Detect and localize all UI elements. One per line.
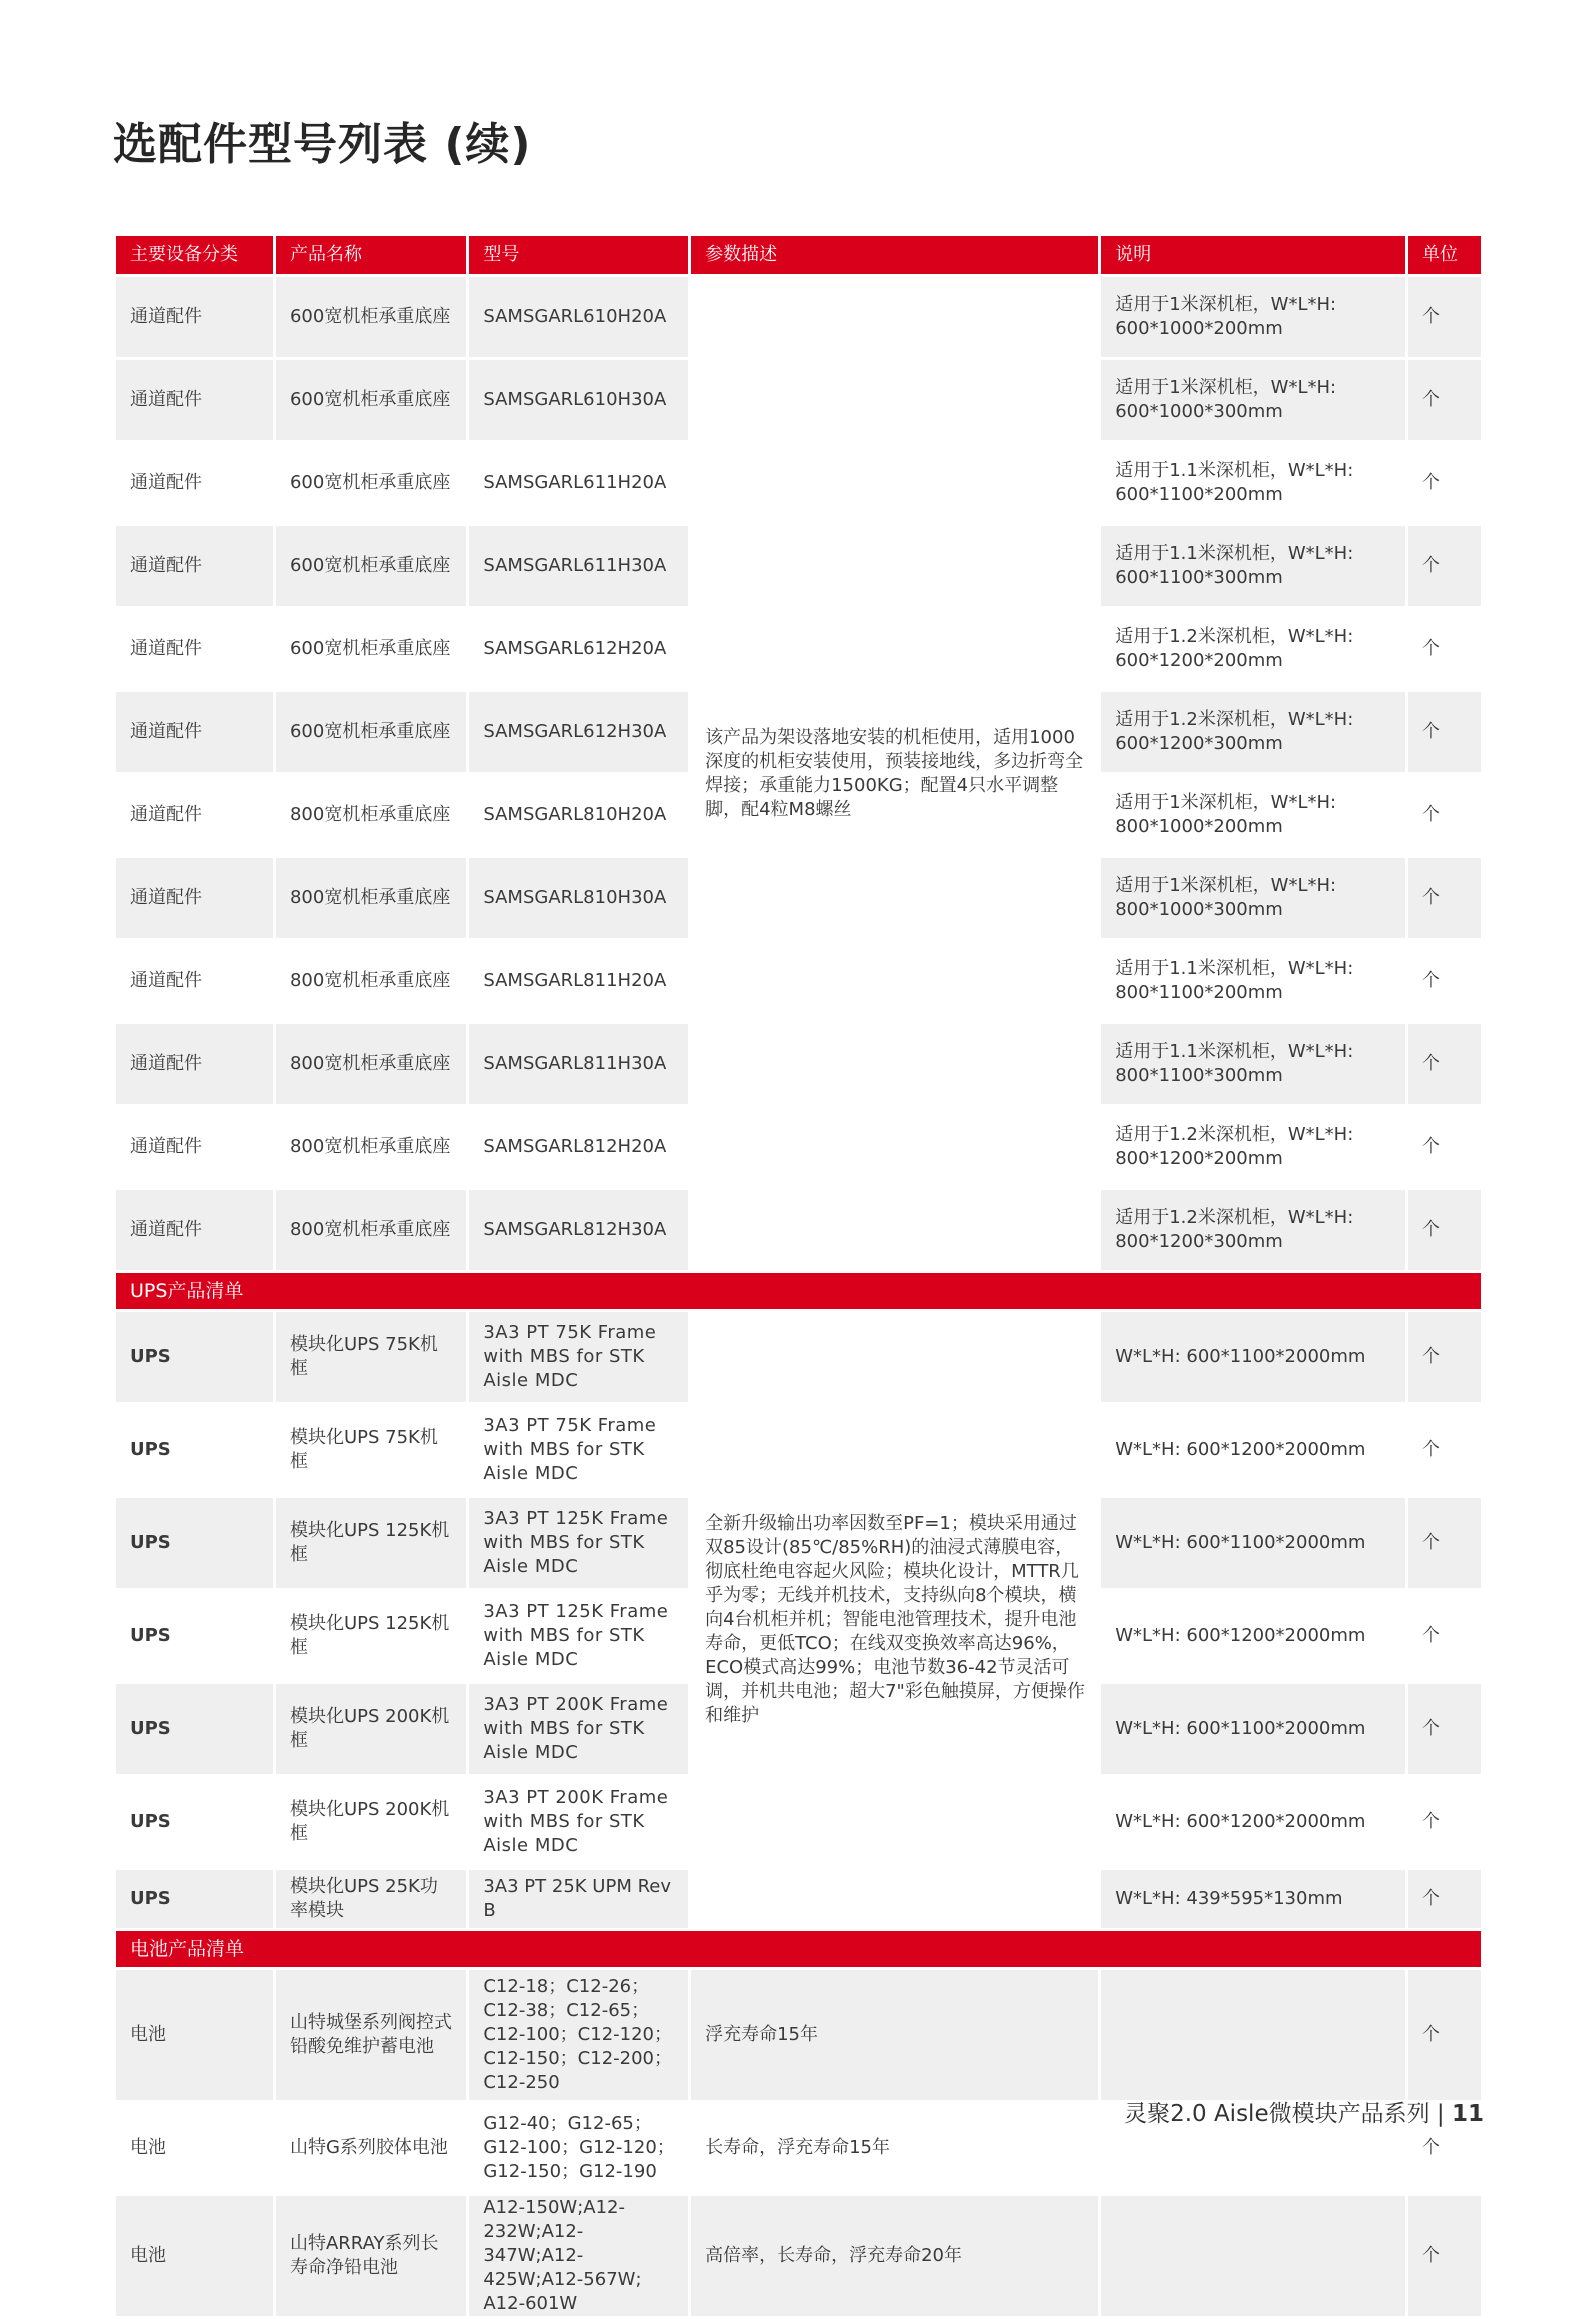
section-row-battery — [116, 1931, 1481, 1967]
cell-category: UPS — [116, 1777, 273, 1867]
cell-unit: 个 — [1408, 1870, 1481, 1928]
cell-product-name: 800宽机柜承重底座 — [276, 858, 466, 938]
cell-product-name: 600宽机柜承重底座 — [276, 277, 466, 357]
cell-unit: 个 — [1408, 858, 1481, 938]
cell-model: C12-18；C12-26；C12-38；C12-65；C12-100；C12-120；C12-150；C12-200；C12-250 — [469, 1970, 688, 2100]
cell-unit: 个 — [1408, 360, 1481, 440]
cell-description: 长寿命，浮充寿命15年 — [691, 2103, 1098, 2193]
cell-model: G12-40；G12-65；G12-100；G12-120；G12-150；G12-190 — [469, 2103, 688, 2193]
cell-unit: 个 — [1408, 609, 1481, 689]
cell-category: UPS — [116, 1498, 273, 1588]
header-model: 型号 — [469, 236, 688, 274]
cell-model: SAMSGARL811H30A — [469, 1024, 688, 1104]
cell-category: UPS — [116, 1870, 273, 1928]
cell-unit: 个 — [1408, 1498, 1481, 1588]
cell-note: 适用于1米深机柜，W*L*H: 600*1000*300mm — [1101, 360, 1405, 440]
cell-note — [1101, 1970, 1405, 2100]
cell-model: 3A3 PT 200K Frame with MBS for STK Aisle MDC — [469, 1684, 688, 1774]
cell-category: 通道配件 — [116, 775, 273, 855]
cell-product-name: 山特ARRAY系列长寿命净铅电池 — [276, 2196, 466, 2316]
table-row — [116, 1312, 1481, 1402]
cell-unit: 个 — [1408, 1970, 1481, 2100]
cell-unit: 个 — [1408, 443, 1481, 523]
cell-category: 通道配件 — [116, 609, 273, 689]
cell-unit: 个 — [1408, 1591, 1481, 1681]
cell-unit: 个 — [1408, 1190, 1481, 1270]
cell-category: UPS — [116, 1405, 273, 1495]
cell-unit: 个 — [1408, 692, 1481, 772]
cell-model: SAMSGARL611H30A — [469, 526, 688, 606]
header-unit: 单位 — [1408, 236, 1481, 274]
cell-unit: 个 — [1408, 941, 1481, 1021]
page-footer — [1124, 2095, 1484, 2128]
cell-product-name: 模块化UPS 25K功率模块 — [276, 1870, 466, 1928]
cell-note: W*L*H: 600*1100*2000mm — [1101, 1684, 1405, 1774]
cell-model: 3A3 PT 25K UPM Rev B — [469, 1870, 688, 1928]
cell-model: 3A3 PT 75K Frame with MBS for STK Aisle MDC — [469, 1405, 688, 1495]
cell-product-name: 800宽机柜承重底座 — [276, 1107, 466, 1187]
cell-model: 3A3 PT 125K Frame with MBS for STK Aisle MDC — [469, 1498, 688, 1588]
cell-model: SAMSGARL612H30A — [469, 692, 688, 772]
cell-note: 适用于1米深机柜，W*L*H: 800*1000*200mm — [1101, 775, 1405, 855]
cell-product-name: 600宽机柜承重底座 — [276, 443, 466, 523]
cell-note: W*L*H: 600*1100*2000mm — [1101, 1498, 1405, 1588]
table-row — [116, 277, 1481, 357]
cell-product-name: 模块化UPS 200K机框 — [276, 1684, 466, 1774]
cell-model: 3A3 PT 200K Frame with MBS for STK Aisle MDC — [469, 1777, 688, 1867]
cell-product-name: 模块化UPS 125K机框 — [276, 1498, 466, 1588]
cell-unit: 个 — [1408, 1777, 1481, 1867]
section-row-ups — [116, 1273, 1481, 1309]
section-label-ups: UPS产品清单 — [116, 1273, 1481, 1309]
ups-description: 全新升级输出功率因数至PF=1；模块采用通过双85设计(85℃/85%RH)的油浸式薄膜电容，彻底杜绝电容起火风险；模块化设计，MTTR几乎为零；无线并机技术，支持纵向8个模块，横向4台机柜并机；智能电池管理技术，提升电池寿命，更低TCO；在线双变换效率高达96%，ECO模式高达99%；电池节数36-42节灵活可调，并机共电池；超大7"彩色触摸屏，方便操作和维护 — [691, 1312, 1098, 1928]
cell-category: 电池 — [116, 2196, 273, 2316]
cell-model: SAMSGARL610H30A — [469, 360, 688, 440]
cell-note — [1101, 2196, 1405, 2316]
cell-product-name: 600宽机柜承重底座 — [276, 609, 466, 689]
cell-note: 适用于1米深机柜，W*L*H: 600*1000*200mm — [1101, 277, 1405, 357]
cell-note: 适用于1.1米深机柜，W*L*H: 800*1100*200mm — [1101, 941, 1405, 1021]
cell-category: 通道配件 — [116, 1190, 273, 1270]
header-product-name: 产品名称 — [276, 236, 466, 274]
cell-unit: 个 — [1408, 1024, 1481, 1104]
channel-description: 该产品为架设落地安装的机柜使用，适用1000深度的机柜安装使用，预装接地线，多边折弯全焊接；承重能力1500KG；配置4只水平调整脚，配4粒M8螺丝 — [691, 277, 1098, 1270]
cell-model: SAMSGARL811H20A — [469, 941, 688, 1021]
table-row — [116, 1970, 1481, 2100]
accessory-table — [113, 233, 1484, 2319]
cell-description: 高倍率，长寿命，浮充寿命20年 — [691, 2196, 1098, 2316]
cell-note: W*L*H: 600*1200*2000mm — [1101, 1777, 1405, 1867]
cell-note: 适用于1.2米深机柜，W*L*H: 800*1200*300mm — [1101, 1190, 1405, 1270]
cell-note: W*L*H: 439*595*130mm — [1101, 1870, 1405, 1928]
cell-category: 通道配件 — [116, 1107, 273, 1187]
cell-product-name: 山特G系列胶体电池 — [276, 2103, 466, 2193]
cell-note: 适用于1.2米深机柜，W*L*H: 800*1200*200mm — [1101, 1107, 1405, 1187]
cell-unit: 个 — [1408, 775, 1481, 855]
cell-unit: 个 — [1408, 1684, 1481, 1774]
cell-model: SAMSGARL812H20A — [469, 1107, 688, 1187]
cell-product-name: 800宽机柜承重底座 — [276, 1024, 466, 1104]
cell-model: SAMSGARL810H20A — [469, 775, 688, 855]
cell-model: A12-150W;A12-232W;A12-347W;A12-425W;A12-567W; A12-601W — [469, 2196, 688, 2316]
cell-product-name: 模块化UPS 75K机框 — [276, 1312, 466, 1402]
cell-product-name: 800宽机柜承重底座 — [276, 941, 466, 1021]
header-category: 主要设备分类 — [116, 236, 273, 274]
cell-model: SAMSGARL611H20A — [469, 443, 688, 523]
cell-model: SAMSGARL812H30A — [469, 1190, 688, 1270]
cell-note: W*L*H: 600*1100*2000mm — [1101, 1312, 1405, 1402]
cell-product-name: 600宽机柜承重底座 — [276, 360, 466, 440]
cell-model: SAMSGARL810H30A — [469, 858, 688, 938]
cell-category: 通道配件 — [116, 526, 273, 606]
cell-category: UPS — [116, 1684, 273, 1774]
cell-category: UPS — [116, 1591, 273, 1681]
cell-product-name: 模块化UPS 75K机框 — [276, 1405, 466, 1495]
cell-unit: 个 — [1408, 1405, 1481, 1495]
cell-note: 适用于1.1米深机柜，W*L*H: 800*1100*300mm — [1101, 1024, 1405, 1104]
cell-note: W*L*H: 600*1200*2000mm — [1101, 1591, 1405, 1681]
cell-unit: 个 — [1408, 2196, 1481, 2316]
page-number: 11 — [1451, 2101, 1484, 2127]
cell-product-name: 600宽机柜承重底座 — [276, 526, 466, 606]
cell-product-name: 模块化UPS 125K机框 — [276, 1591, 466, 1681]
cell-category: UPS — [116, 1312, 273, 1402]
cell-model: 3A3 PT 75K Frame with MBS for STK Aisle MDC — [469, 1312, 688, 1402]
cell-product-name: 800宽机柜承重底座 — [276, 775, 466, 855]
cell-model: SAMSGARL612H20A — [469, 609, 688, 689]
cell-note: 适用于1米深机柜，W*L*H: 800*1000*300mm — [1101, 858, 1405, 938]
cell-unit: 个 — [1408, 277, 1481, 357]
cell-unit: 个 — [1408, 1107, 1481, 1187]
cell-category: 通道配件 — [116, 858, 273, 938]
page-title: 选配件型号列表 (续) — [113, 119, 532, 170]
cell-category: 通道配件 — [116, 277, 273, 357]
cell-unit: 个 — [1408, 1312, 1481, 1402]
cell-product-name: 600宽机柜承重底座 — [276, 692, 466, 772]
cell-note: 适用于1.1米深机柜，W*L*H: 600*1100*200mm — [1101, 443, 1405, 523]
cell-category: 通道配件 — [116, 692, 273, 772]
table-header-row — [116, 236, 1481, 274]
cell-unit: 个 — [1408, 2103, 1481, 2193]
cell-note: 适用于1.2米深机柜，W*L*H: 600*1200*200mm — [1101, 609, 1405, 689]
cell-product-name: 800宽机柜承重底座 — [276, 1190, 466, 1270]
table-row — [116, 2196, 1481, 2316]
cell-model: SAMSGARL610H20A — [469, 277, 688, 357]
cell-model: 3A3 PT 125K Frame with MBS for STK Aisle MDC — [469, 1591, 688, 1681]
header-note: 说明 — [1101, 236, 1405, 274]
cell-description: 浮充寿命15年 — [691, 1970, 1098, 2100]
footer-series-title: 灵聚2.0 Aisle微模块产品系列 | — [1124, 2101, 1452, 2127]
section-label-battery: 电池产品清单 — [116, 1931, 1481, 1967]
cell-category: 通道配件 — [116, 1024, 273, 1104]
cell-note: W*L*H: 600*1200*2000mm — [1101, 1405, 1405, 1495]
cell-category: 通道配件 — [116, 360, 273, 440]
header-description: 参数描述 — [691, 236, 1098, 274]
cell-category: 通道配件 — [116, 941, 273, 1021]
cell-category: 电池 — [116, 1970, 273, 2100]
cell-unit: 个 — [1408, 526, 1481, 606]
cell-note: 适用于1.2米深机柜，W*L*H: 600*1200*300mm — [1101, 692, 1405, 772]
cell-product-name: 山特城堡系列阀控式铅酸免维护蓄电池 — [276, 1970, 466, 2100]
cell-product-name: 模块化UPS 200K机框 — [276, 1777, 466, 1867]
cell-category: 通道配件 — [116, 443, 273, 523]
cell-category: 电池 — [116, 2103, 273, 2193]
cell-note: 适用于1.1米深机柜，W*L*H: 600*1100*300mm — [1101, 526, 1405, 606]
